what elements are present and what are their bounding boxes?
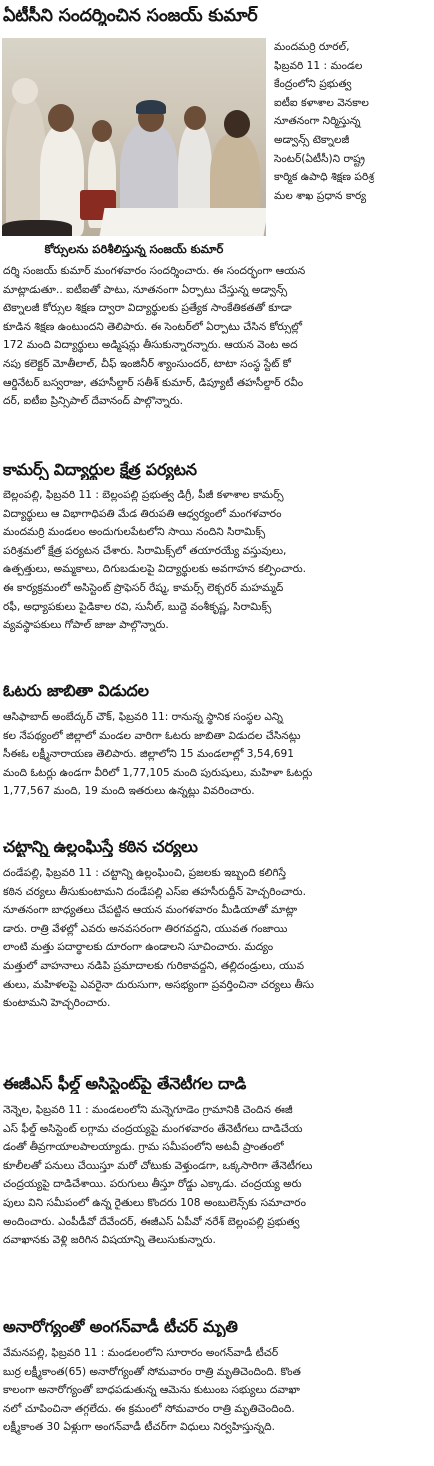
article3-body-line: 1,77,567 మంది, 19 మంది ఇతరులు ఉన్నట్లు వివరించారు. — [3, 785, 255, 798]
article4-body-line: కుంటామని హెచ్చరించారు. — [3, 997, 111, 1010]
article6-headline: అనారోగ్యంతో అంగన్‌వాడీ టీచర్ మృతి — [3, 1317, 238, 1336]
article5-body-line: అందించారు. ఎంపీడీవో దేవేందర్, ఈజీఎస్ ఏపీవో నరేశ్ బెల్లంపల్లి ప్రభుత్వ — [3, 1215, 300, 1228]
article1-side-line: మల శాఖ ప్రధాన కార్య — [274, 189, 367, 202]
article3-body-line: మంది ఓటర్లు ఉండగా వీరిలో 1,77,105 మంది పురుషులు, మహిళా ఓటర్లు — [3, 766, 313, 779]
article5-body — [0, 1101, 434, 1250]
article1-photo-caption: కోర్సులను పరిశీలిస్తున్న సంజయ్ కుమార్ — [2, 238, 266, 260]
article1-photo — [2, 38, 266, 236]
article6-body-line: వేమనపల్లి, ఫిబ్రవరి 11 : మండలంలోని సూరారం అంగన్‌వాడీ టీచర్ — [3, 1347, 279, 1359]
article2-body-line: ఈ కార్యక్రమంలో అసిస్టెంట్ ప్రొఫెసర్ రేష్మ, కామర్స్ లెక్చరర్ మహమ్మద్ — [3, 581, 284, 594]
article1-body-line: దర్, ఐటీఐ ప్రిన్సిపాల్ దేవానంద్ పాల్గొన్నారు. — [3, 395, 183, 408]
article5-body-line: దవాఖానకు వెళ్లి జరిగిన విషయాన్ని తెలుసుకున్నారు. — [3, 1234, 216, 1247]
article1-body-line: కూడిన శిక్షణ ఉంటుందని తెలిపారు. ఈ సెంటర్‌లో ఏర్పాటు చేసిన కోర్సుల్లో — [3, 320, 303, 333]
article1-side-line: కేంద్రంలోని ప్రభుత్వ — [274, 78, 352, 91]
article5-body-line: నెన్నెల, ఫిబ్రవరి 11 : మండలంలోని మన్నెగూడెం గ్రామానికి చెందిన ఈజీ — [3, 1104, 293, 1116]
article4-body-line: దండేపల్లి, ఫిబ్రవరి 11 : చట్టాన్ని ఉల్లంఘించి, ప్రజలకు ఇబ్బంది కలిగిస్తే — [3, 867, 286, 879]
article5-body-line: పులు విని సమీపంలో ఉన్న రైతులు కొందరు 108 అంబులెన్స్‌కు సమాచారం — [3, 1196, 306, 1209]
article4-headline: చట్టాన్ని ఉల్లంఘిస్తే కఠిన చర్యలు — [3, 837, 198, 856]
article1-body-line: మాట్లాడుతూ.. ఐటీఐతో పాటు, నూతనంగా ఏర్పాటు చేస్తున్న అడ్వాన్స్ — [3, 283, 288, 296]
article1-side-line: నూతనంగా నిర్మిస్తున్న — [274, 115, 361, 128]
article1-photo-block — [2, 38, 266, 260]
article6-body-line: బుర్ర లక్ష్మీకాంత(65) అనారోగ్యంతో సోమవారం రాత్రి మృతిచెందింది. కొంత — [3, 1365, 301, 1378]
article1-body — [0, 262, 434, 411]
article6-body — [0, 1344, 434, 1437]
article1-side-column — [272, 38, 432, 205]
article3-body — [0, 708, 434, 801]
article1-body-line: దర్శి సంజయ్ కుమార్ మంగళవారం సందర్శించారు. ఈ సందర్భంగా ఆయన — [3, 265, 306, 277]
article2-body-line: ఉత్పత్తులు, అమ్మకాలు, దిగుబడులపై విద్యార్థులకు అవగాహన కల్పించారు. — [3, 563, 307, 576]
article2-body-line: బెల్లంపల్లి, ఫిబ్రవరి 11 : బెల్లంపల్లి ప్రభుత్వ డిగ్రీ, పీజీ కళాశాల కామర్స్ — [3, 489, 284, 501]
article1-side-line: కార్మిక ఉపాధి శిక్షణ పరిశ్ర — [274, 171, 375, 184]
article5-body-line: కూలీలతో పనులు చేయిస్తూ మరో చోటుకు వెళ్తుండగా, ఒక్కసారిగా తేనెటీగలు — [3, 1159, 313, 1172]
article3-body-line: కల నేపథ్యంలో జిల్లాలో మండల వారిగా ఓటరు జాబితా విడుదల చేసినట్లు — [3, 729, 301, 742]
article4-body-line: తులు, మహిళలపై ఎవరైనా దురుసుగా, అసభ్యంగా ప్రవర్తించినా చర్యలు తీసు — [3, 978, 314, 991]
article4-body-line: నూతనంగా బాధ్యతలు చేపట్టిన ఆయన మంగళవారం మీడియాతో మాట్లా — [3, 904, 298, 917]
article4-body-line: కఠిన చర్యలు తీసుకుంటామని దండేపల్లి ఎస్ఐ తహసీరుద్దీన్ హెచ్చరించారు. — [3, 885, 306, 898]
article2-headline: కామర్స్ విద్యార్థుల క్షేత్ర పర్యటన — [3, 460, 197, 479]
article4-body-line: డారు. రాత్రి వేళల్లో ఎవరు అనవసరంగా తిరగవద్దని, యువత గంజాయి — [3, 922, 288, 935]
article3-body-line: ఆసిఫాబాద్ అంబేద్కర్ చౌక్, ఫిబ్రవరి 11: రానున్న స్థానిక సంస్థల ఎన్ని — [3, 711, 283, 723]
article1-body-line: టెక్నాలజీ కోర్సుల శిక్షణ ద్వారా విద్యార్థులకు ప్రత్యేక సాంకేతికతతో కూడా — [3, 302, 292, 315]
article4-body-line: లాంటి మత్తు పదార్థాలకు దూరంగా ఉండాలని సూచించారు. మద్యం — [3, 941, 274, 954]
article5-body-line: ఎస్ ఫీల్డ్ అసిస్టెంట్ లగ్గామ చంద్రయ్యపై మంగళవారం తేనెటీగలు దాడిచేయ — [3, 1122, 303, 1135]
article1-side-line: ఐటీఐ కళాశాల వెనకాల — [274, 96, 369, 109]
article1-body-line: ఆర్డినేటర్ బస్వరాజు, తహసీల్దార్ సతీశ్ కుమార్, డిప్యూటీ తహసీల్దార్ రవీం — [3, 376, 304, 389]
article5-body-line: డంతో తీవ్రగాయాలపాలయ్యాడు. గ్రామ సమీపంలోని అటవీ ప్రాంతంలో — [3, 1141, 284, 1154]
article3-body-line: సీఈఓ లక్ష్మీనారాయణ తెలిపారు. జిల్లాలోని 15 మండలాల్లో 3,54,691 — [3, 748, 294, 761]
article1-side-line: మందమర్రి రూరల్, — [274, 41, 350, 53]
article2-body-line: మందమర్రి మండలం అందుగులపేటలోని సాయి నందిని సిరామిక్స్ — [3, 526, 266, 539]
article2-body-line: రఫీ, అధ్యాపకులు పైడికాల రవి, సునీల్, బుద్దె వంశీకృష్ణ, సిరామిక్స్ — [3, 600, 272, 613]
article2-body-line: పరిశ్రమలో క్షేత్ర పర్యటన చేశారు. సిరామిక్స్‌లో తయారయ్యే వస్తువులు, — [3, 544, 287, 557]
article6-body-line: కాలంగా అనారోగ్యంతో బాధపడుతున్న ఆమెను కుటుంబ సభ్యులు దవాఖా — [3, 1384, 300, 1397]
article1-side-line: అడ్వాన్స్ టెక్నాలజీ — [274, 133, 350, 146]
article4-body-line: మత్తులో వాహనాలు నడిపి ప్రమాదాలకు గురికావద్దని, తల్లిదండ్రులు, యువ — [3, 959, 304, 972]
article5-body-line: చంద్రయ్యపై దాడిచేశాయి. పరుగులు తీస్తూ రోడ్డు ఎక్కాడు. చంద్రయ్య అరు — [3, 1178, 302, 1191]
article2-body-line: విద్యార్థులు ఆ విభాగాధిపతి మేడ తిరుపతి ఆధ్వర్యంలో మంగళవారం — [3, 507, 282, 520]
article6-body-line: నలో చూపించినా తగ్గలేదు. ఈ క్రమంలో సోమవారం రాత్రి మృతిచెందింది. — [3, 1402, 295, 1415]
article3-headline: ఓటరు జాబితా విడుదల — [3, 681, 149, 700]
article1-headline: ఏటీసీని సందర్శించిన సంజయ్ కుమార్ — [3, 6, 258, 26]
article1-body-line: నపు కలెక్టర్ మోతీలాల్, చీఫ్ ఇంజినీర్ శ్యాంసుందర్, టాటా సంస్థ స్టేట్ కో — [3, 357, 291, 370]
article4-body — [0, 864, 434, 1013]
article2-body — [0, 486, 434, 635]
article1-body-line: 172 మంది విద్యార్థులు అడ్మిషన్లు తీసుకున్నారన్నారు. ఆయన వెంట అద — [3, 339, 298, 352]
article1-side-line: సెంటర్(ఏటీసీ)ని రాష్ట్ర — [274, 152, 365, 165]
article1-side-text — [272, 38, 432, 205]
article1-side-line: ఫిబ్రవరి 11 : మండల — [274, 59, 363, 72]
article5-headline: ఈజీఎస్ ఫీల్డ్ అసిస్టెంట్‌పై తేనెటీగల దాడి — [3, 1074, 247, 1093]
article2-body-line: వ్యవస్థాపకులు గోపాల్ జాజు పాల్గొన్నారు. — [3, 619, 169, 632]
article6-body-line: లక్ష్మీకాంత 30 ఏళ్లుగా అంగన్‌వాడీ టీచర్‌గా విధులు నిర్వహిస్తున్నది. — [3, 1421, 275, 1434]
